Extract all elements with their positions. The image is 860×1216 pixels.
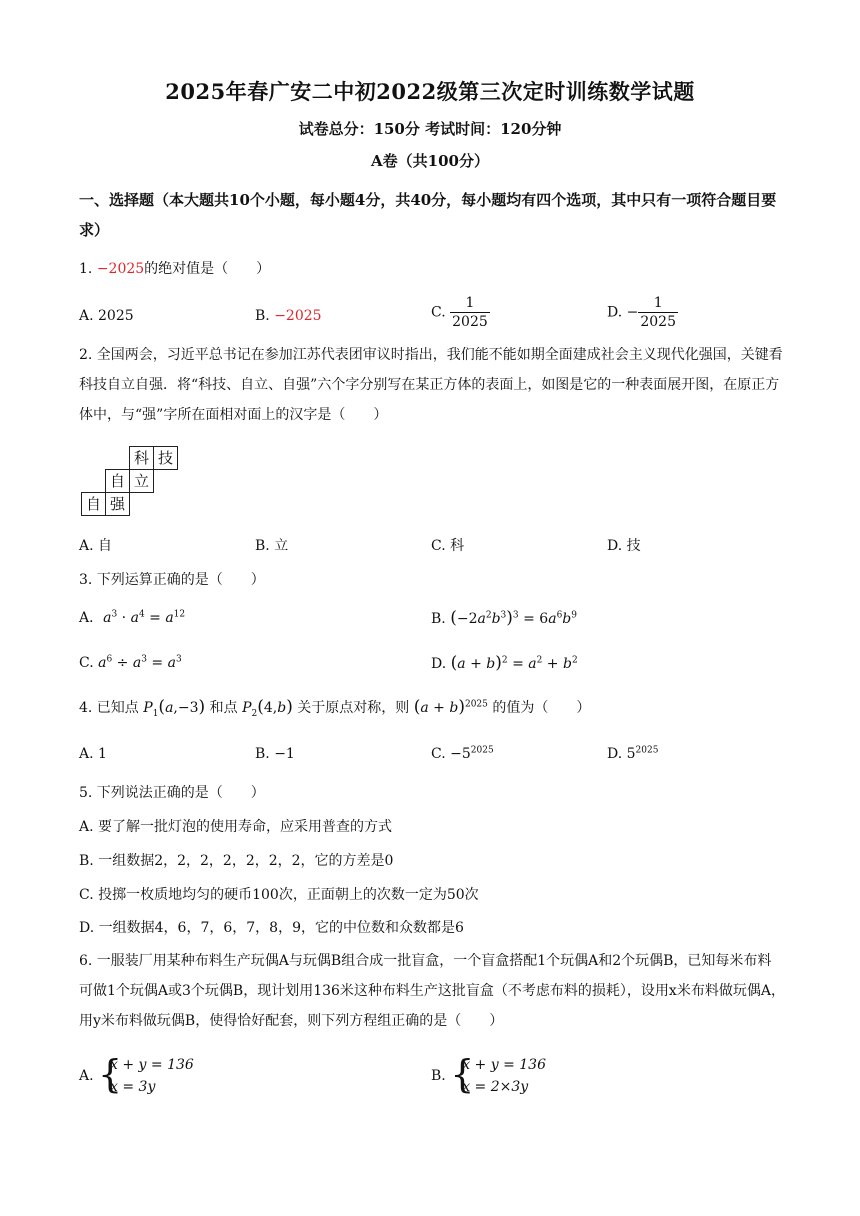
q5-option-b: B. 一组数据2，2，2，2，2，2，2，它的方差是0 (79, 853, 394, 869)
q1-c-fraction: $\frac{1}{2025}$ (452, 295, 488, 330)
q6-a-system: { x + y = 136 x = 3y (98, 1052, 194, 1096)
q6-b-system: { x + y = 136 x = 2×3y (450, 1052, 546, 1096)
q5-option-d: D. 一组数据4，6，7，6，7，8，9，它的中位数和众数都是6 (79, 920, 464, 936)
net-cell: 技 (153, 446, 178, 470)
q1-option-d: D. − $\frac{1}{2025}$ (607, 295, 676, 330)
q3-option-a: A．$a^3 \cdot a^4 = a^{12}$ (79, 609, 186, 626)
q6-option-a: A. { x + y = 136 x = 3y (79, 1052, 194, 1096)
q2-option-d: D. 技 (607, 538, 641, 554)
q3-option-d: D. $(a + b)^2 = a^2 + b^2$ (431, 653, 578, 673)
q3-option-b: B. $(-2a^2b^3)^3 = 6a^6b^9$ (431, 608, 577, 628)
question-2: 2. 全国两会，习近平总书记在参加江苏代表团审议时指出，我们能不能如期全面建成社会主义现代化强国，关键看科技自立自强．将“科技、自立、自强”六个字分别写在某正方体的表面上，如图是它的一种表面展开图，在原正方体中，与“强”字所在面相对面上的汉字是（ ） (79, 347, 783, 423)
q1-option-c: C. $\frac{1}{2025}$ (431, 295, 488, 330)
section-heading: 一、选择题（本大题共10个小题，每小题4分，共40分，每小题均有四个选项，其中只有一项符合题目要求） (79, 191, 777, 239)
net-cell: 科 (129, 446, 154, 470)
q4-option-c: C. $-5^{2025}$ (431, 745, 494, 762)
q1-option-b: B. −2025 (255, 308, 322, 324)
part-heading: A卷（共100分） (371, 152, 489, 170)
q2-option-c: C. 科 (431, 538, 465, 554)
net-cell: 自 (105, 469, 130, 493)
question-3: 3. 下列运算正确的是（ ） (79, 572, 265, 588)
question-1: 1. −2025的绝对值是（ ） (79, 261, 271, 277)
q1-d-fraction: $\frac{1}{2025}$ (640, 295, 676, 330)
q4-option-b: B. −1 (255, 746, 295, 762)
q4-option-a: A. 1 (79, 746, 107, 762)
exam-title: 2025年春广安二中初2022级第三次定时训练数学试题 (165, 79, 695, 104)
net-cell: 自 (81, 492, 106, 516)
question-6: 6. 一服装厂用某种布料生产玩偶A与玩偶B组合成一批盲盒，一个盲盒搭配1个玩偶A和2个玩偶B，已知每米布料可做1个玩偶A或3个玩偶B，现计划用136米这种布料生产这批盲盒（不考虑布料的损耗），设用x米布料做玩偶A，用y米布料做玩偶B，使得恰好配套，则下列方程组正确的是（ ） (79, 953, 785, 1029)
net-cell: 立 (129, 469, 154, 493)
q5-option-a: A. 要了解一批灯泡的使用寿命，应采用普查的方式 (79, 819, 393, 835)
question-5: 5. 下列说法正确的是（ ） (79, 785, 265, 801)
q2-option-b: B. 立 (255, 538, 289, 554)
q6-option-b: B. { x + y = 136 x = 2×3y (431, 1052, 546, 1096)
q2-option-a: A. 自 (79, 538, 113, 554)
q1-option-a: A. 2025 (79, 308, 134, 324)
q3-option-c: C. $a^6 \div a^3 = a^3$ (79, 654, 182, 671)
q5-option-c: C. 投掷一枚质地均匀的硬币100次，正面朝上的次数一定为50次 (79, 887, 479, 903)
q1-value: −2025 (96, 261, 145, 277)
net-cell: 强 (105, 492, 130, 516)
exam-subtitle: 试卷总分：150分 考试时间：120分钟 (298, 120, 562, 138)
q4-option-d: D. $5^{2025}$ (607, 745, 659, 762)
question-4: 4. 已知点 $P_1(a,-3)$ 和点 $P_2(4,b)$ 关于原点对称，则 $(a + b)^{2025}$ 的值为（ ） (79, 697, 591, 719)
cube-net-figure (79, 446, 189, 522)
